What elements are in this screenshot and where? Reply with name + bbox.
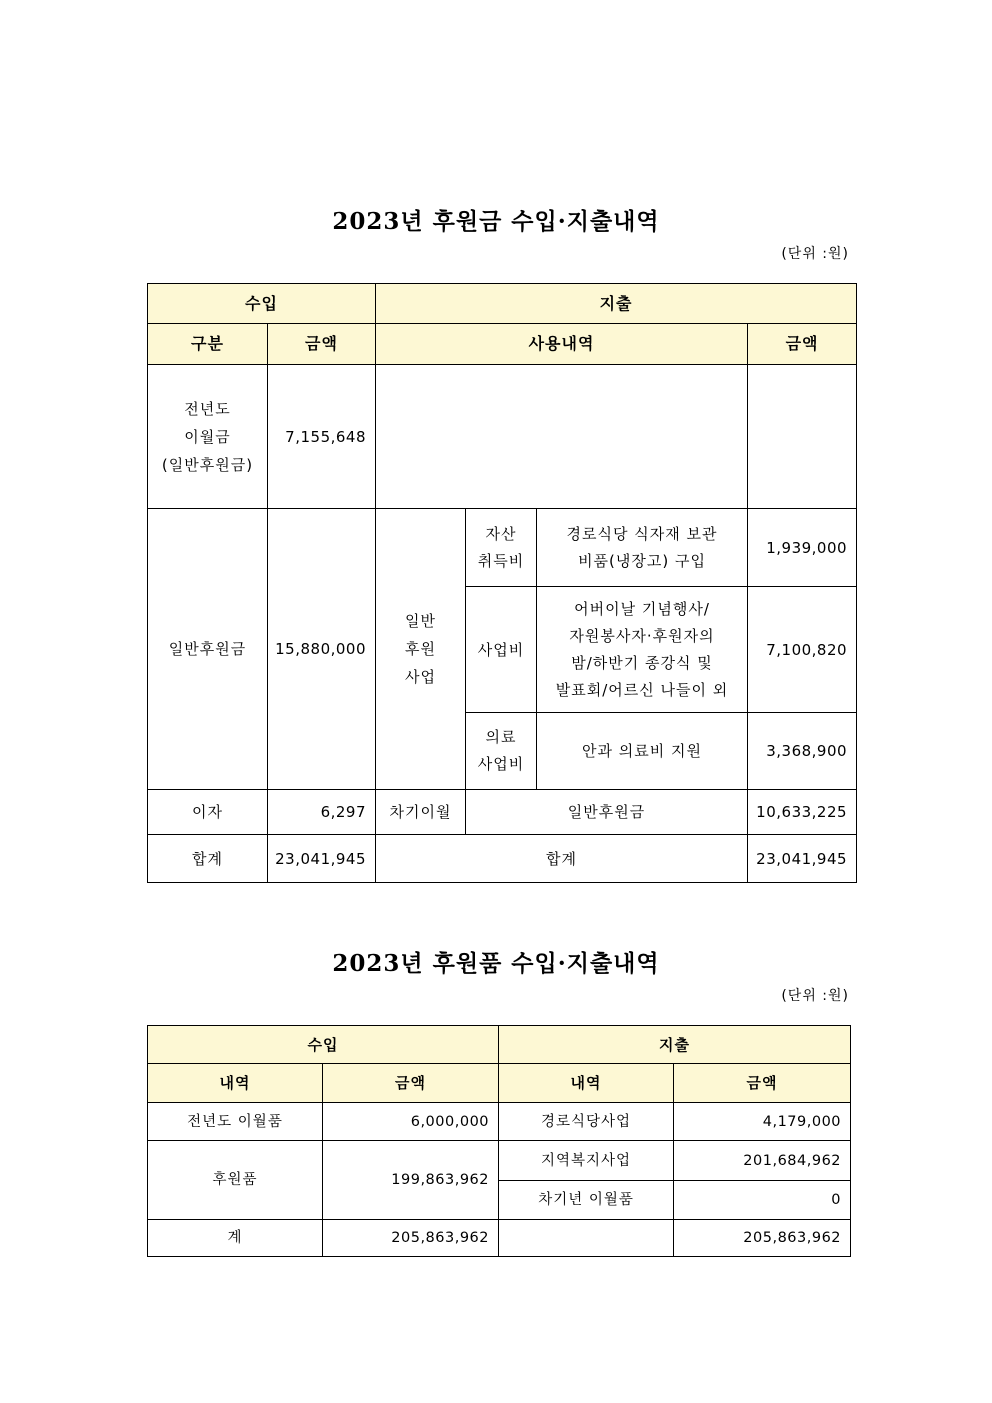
expense-description-line: 발표회/어르신 나들이 외 bbox=[555, 680, 729, 699]
carryover-label-line: 전년도 bbox=[184, 399, 231, 418]
goods-expense-amount-header: 금액 bbox=[674, 1064, 851, 1103]
goods-expense-label: 경로식당사업 bbox=[499, 1103, 674, 1141]
money-unit-label: (단위 :원) bbox=[781, 246, 849, 262]
expense-description: 안과 의료비 지원 bbox=[537, 713, 748, 790]
expense-total-amount: 23,041,945 bbox=[748, 835, 857, 883]
carryover-amount: 7,155,648 bbox=[268, 365, 376, 509]
goods-expense-amount: 0 bbox=[674, 1181, 851, 1220]
goods-expense-label: 차기년 이월품 bbox=[499, 1181, 674, 1220]
general-donation-amount: 15,880,000 bbox=[268, 509, 376, 790]
general-donation-label: 일반후원금 bbox=[148, 509, 268, 790]
expense-type-line: 의료 bbox=[485, 728, 517, 746]
goods-donation-label: 후원품 bbox=[148, 1141, 323, 1220]
expense-amount-header: 금액 bbox=[748, 324, 857, 365]
expense-type-line: 자산 bbox=[485, 524, 517, 543]
goods-expense-header: 지출 bbox=[499, 1026, 851, 1064]
income-amount-header: 금액 bbox=[268, 324, 376, 365]
next-carryover-label: 차기이월 bbox=[376, 790, 466, 835]
expense-description-line: 비품(냉장고) 구입 bbox=[578, 551, 706, 570]
next-carryover-amount: 10,633,225 bbox=[748, 790, 857, 835]
empty-amount-cell bbox=[748, 365, 857, 509]
money-report-title: 2023년 후원금 수입·지출내역 bbox=[332, 208, 660, 235]
expense-header: 지출 bbox=[376, 284, 857, 324]
project-label-line: 후원 bbox=[405, 640, 436, 658]
goods-carryover-amount: 6,000,000 bbox=[323, 1103, 499, 1141]
goods-income-amount-header: 금액 bbox=[323, 1064, 499, 1103]
project-label-line: 일반 bbox=[405, 612, 436, 630]
expense-type: 사업비 bbox=[466, 587, 537, 713]
goods-expense-item-header: 내역 bbox=[499, 1064, 674, 1103]
expense-amount: 1,939,000 bbox=[748, 509, 857, 587]
income-header: 수입 bbox=[148, 284, 376, 324]
project-label-line: 사업 bbox=[405, 668, 436, 686]
carryover-label-line: (일반후원금) bbox=[161, 455, 254, 474]
project-label bbox=[376, 509, 466, 790]
usage-header: 사용내역 bbox=[376, 324, 748, 365]
expense-description-line: 밤/하반기 종강식 및 bbox=[571, 653, 713, 672]
expense-type bbox=[466, 509, 537, 587]
expense-amount: 3,368,900 bbox=[748, 713, 857, 790]
goods-expense-label: 지역복지사업 bbox=[499, 1141, 674, 1181]
goods-income-total-amount: 205,863,962 bbox=[323, 1220, 499, 1257]
goods-carryover-label: 전년도 이월품 bbox=[148, 1103, 323, 1141]
income-total-label: 합계 bbox=[148, 835, 268, 883]
goods-expense-total-amount: 205,863,962 bbox=[674, 1220, 851, 1257]
goods-income-item-header: 내역 bbox=[148, 1064, 323, 1103]
empty-usage-cell bbox=[376, 365, 748, 509]
expense-description-line: 경로식당 식자재 보관 bbox=[566, 524, 718, 543]
goods-empty-total-cell bbox=[499, 1220, 674, 1257]
expense-description bbox=[537, 509, 748, 587]
expense-description-line: 자원봉사자·후원자의 bbox=[569, 626, 715, 645]
goods-total-label: 계 bbox=[148, 1220, 323, 1257]
goods-donation-amount: 199,863,962 bbox=[323, 1141, 499, 1220]
carryover-label bbox=[148, 365, 268, 509]
goods-expense-amount: 201,684,962 bbox=[674, 1141, 851, 1181]
donation-goods-table bbox=[147, 1025, 851, 1257]
donation-money-table bbox=[147, 283, 857, 883]
goods-income-header: 수입 bbox=[148, 1026, 499, 1064]
goods-report-title: 2023년 후원품 수입·지출내역 bbox=[332, 950, 660, 977]
next-carryover-description: 일반후원금 bbox=[466, 790, 748, 835]
category-header: 구분 bbox=[148, 324, 268, 365]
interest-amount: 6,297 bbox=[268, 790, 376, 835]
expense-description-line: 어버이날 기념행사/ bbox=[574, 599, 710, 618]
expense-description bbox=[537, 587, 748, 713]
expense-type-line: 취득비 bbox=[477, 551, 525, 570]
expense-total-label: 합계 bbox=[376, 835, 748, 883]
expense-amount: 7,100,820 bbox=[748, 587, 857, 713]
goods-expense-amount: 4,179,000 bbox=[674, 1103, 851, 1141]
carryover-label-line: 이월금 bbox=[184, 427, 231, 446]
expense-type-line: 사업비 bbox=[477, 755, 525, 773]
goods-unit-label: (단위 :원) bbox=[781, 988, 849, 1004]
interest-label: 이자 bbox=[148, 790, 268, 835]
income-total-amount: 23,041,945 bbox=[268, 835, 376, 883]
expense-type bbox=[466, 713, 537, 790]
